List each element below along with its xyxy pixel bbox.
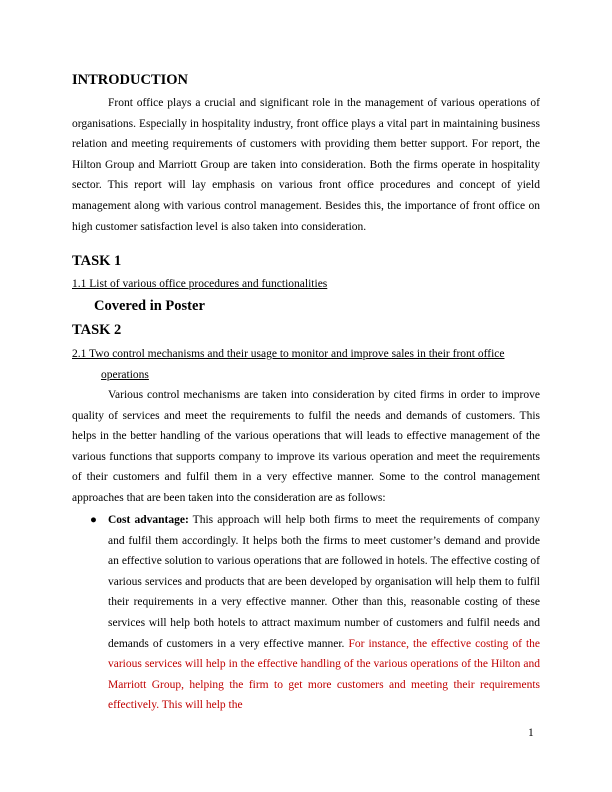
task2-heading: TASK 2	[72, 322, 122, 338]
task2-subtitle-line2: operations	[101, 368, 149, 381]
bullet-icon: ●	[90, 514, 97, 526]
bullet-text: This approach will help both firms to meet the requirements of company and fulfil them accordingly. It helps both the firms to meet customer’s demand and provide an effective solution to various operations that are followed in hotels. The effective costing of various services and products that are been developed by organisation will help them to fulfil their requirements in a very effective manner. Other than this, reasonable costing of these services will help both hotels to attract maximum number of customers and fulfil needs and demands of customers in a very effective manner.	[108, 514, 540, 650]
task2-subtitle-line1: 2.1 Two control mechanisms and their usage to monitor and improve sales in their front office	[72, 348, 505, 360]
task1-subtitle: 1.1 List of various office procedures and functionalities	[72, 278, 328, 290]
bullet-item-cost-advantage	[108, 510, 540, 716]
introduction-heading: INTRODUCTION	[72, 72, 189, 88]
covered-in-poster: Covered in Poster	[94, 298, 205, 314]
task2-paragraph: Various control mechanisms are taken into consideration by cited firms in order to improve quality of services and meet the requirements to fulfil the needs and demands of customers. This helps in the better handling of the various operations that will leads to effective management of the various functions that supports company to improve its various operation and meet the requirements of their customers and fulfil them in a very effective manner. Some to the control management approaches that are been taken into the consideration are as follows:	[72, 389, 540, 504]
bullet-label: Cost advantage:	[108, 514, 189, 526]
task1-heading: TASK 1	[72, 253, 122, 269]
page-number: 1	[528, 727, 534, 739]
task2-subtitle	[72, 344, 540, 385]
introduction-paragraph: Front office plays a crucial and significant role in the management of various operations of organisations. Especially in hospitality industry, front office plays a vital part in maintaining business relation and meeting requirements of customers with providing them better support. For report, the Hilton Group and Marriott Group are taken into consideration. Both the firms operate in hospitality sector. This report will lay emphasis on various front office procedures and concept of yield management along with various control management. Besides this, the importance of front office on high customer satisfaction level is also taken into consideration.	[72, 97, 540, 233]
bullet-red-text: For instance, the effective costing of the various services will help in the effective handling of the various operations of the Hilton and Marriott Group, helping the firm to get more customers and meeting their requirements effectively. This will help the	[108, 637, 540, 712]
